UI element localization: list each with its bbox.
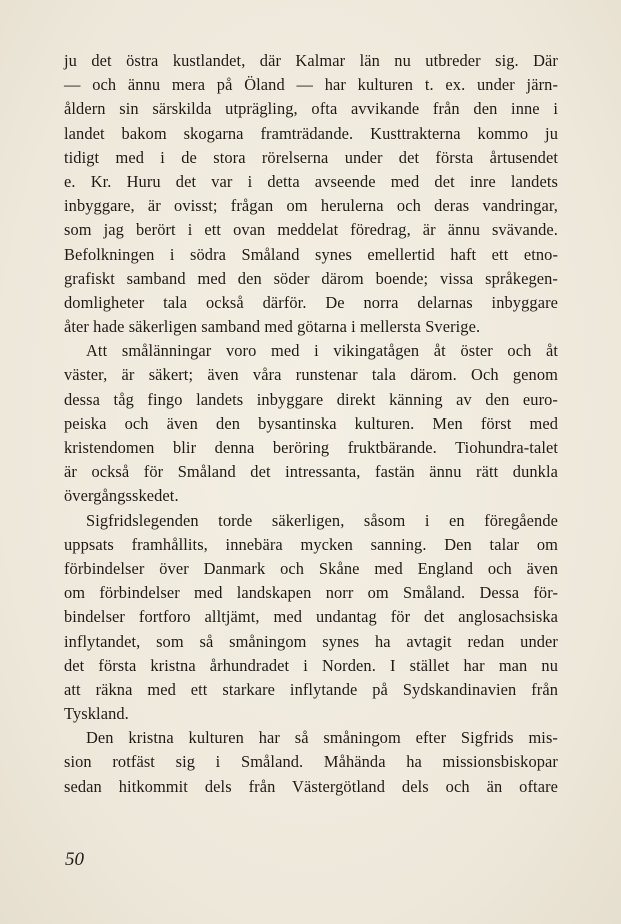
text-line: Tyskland. <box>64 704 129 724</box>
text-line: landet bakom skogarna framträdande. Kusttrakterna kommo ju <box>64 123 558 143</box>
text-line: grafiskt samband med den söder därom boende; vissa språkegen- <box>64 268 558 288</box>
text-line: är också för Småland det intressanta, fastän ännu rätt dunkla <box>64 462 558 482</box>
page-number: 50 <box>65 849 84 870</box>
text-line: — och ännu mera på Öland — har kulturen t. ex. under järn- <box>64 75 558 95</box>
text-line: domligheter tala också därför. De norra delarnas inbyggare <box>64 292 558 312</box>
text-line: förbindelser över Danmark och Skåne med England och även <box>64 558 558 578</box>
text-line: åldern sin särskilda utprägling, ofta avvikande från den inne i <box>64 99 558 119</box>
text-line: bindelser fortforo alltjämt, med undantag för det anglosachsiska <box>64 607 558 627</box>
text-line: som jag berört i ett ovan meddelat föredrag, är ännu svävande. <box>64 220 558 240</box>
text-line: att räkna med ett starkare inflytande på Sydskandinavien från <box>64 679 558 699</box>
text-line: tidigt med i de stora rörelserna under det första årtusendet <box>64 147 558 167</box>
text-line: inbyggare, är ovisst; frågan om herulerna och deras vandringar, <box>64 196 558 216</box>
text-line: e. Kr. Huru det var i detta avseende med det inre landets <box>64 171 558 191</box>
text-line: peiska och även den bysantinska kulturen. Men först med <box>64 413 558 433</box>
text-line: Den kristna kulturen har så småningom efter Sigfrids mis- <box>86 728 558 748</box>
text-line: dessa tåg fingo landets inbyggare direkt känning av den euro- <box>64 389 558 409</box>
text-line: Sigfridslegenden torde säkerligen, såsom i en föregående <box>86 510 558 530</box>
text-line: det första kristna århundradet i Norden. I stället har man nu <box>64 655 558 675</box>
text-line: övergångsskedet. <box>64 486 179 506</box>
text-line: Att smålänningar voro med i vikingatågen åt öster och åt <box>86 341 558 361</box>
text-line: uppsats framhållits, innebära mycken sanning. Den talar om <box>64 534 558 554</box>
text-line: väster, är säkert; även våra runstenar tala därom. Och genom <box>64 365 558 385</box>
text-line: ju det östra kustlandet, där Kalmar län nu utbreder sig. Där <box>64 51 558 70</box>
text-line: om förbindelser med landskapen norr om Småland. Dessa för- <box>64 583 558 603</box>
text-line: sedan hitkommit dels från Västergötland dels och än oftare <box>64 776 558 796</box>
text-line: inflytandet, som så småningom synes ha avtagit redan under <box>64 631 558 651</box>
text-line: kristendomen blir denna beröring fruktbärande. Tiohundra-talet <box>64 438 558 457</box>
text-line: Befolkningen i södra Småland synes emellertid haft ett etno- <box>64 244 558 264</box>
body-text <box>64 49 558 799</box>
text-line: sion rotfäst sig i Småland. Måhända ha missionsbiskopar <box>64 752 558 772</box>
text-line: åter hade säkerligen samband med götarna i mellersta Sverige. <box>64 317 481 337</box>
